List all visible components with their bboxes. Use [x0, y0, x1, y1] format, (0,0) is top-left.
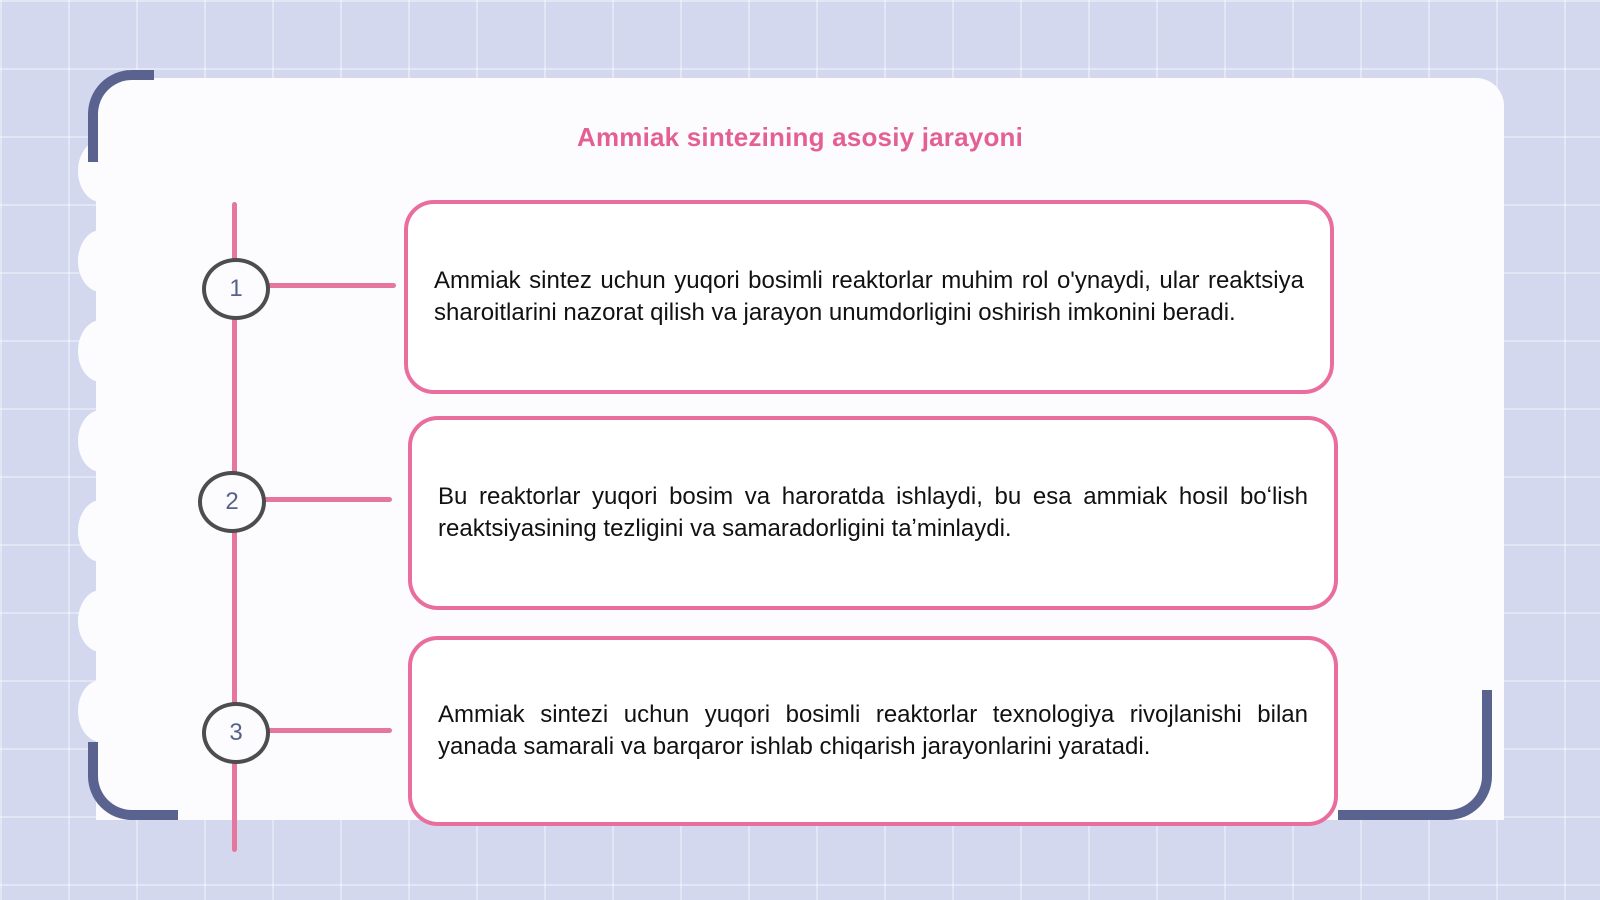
step-connector: [264, 283, 396, 288]
paper-scallop: [78, 500, 124, 562]
corner-bracket-bottom-left: [88, 742, 178, 820]
corner-bracket-bottom-right: [1338, 690, 1492, 820]
step-text: Bu reaktorlar yuqori bosim va haroratda ishlaydi, bu esa ammiak hosil boʻlish reaktsiyasining tezligini va samaradorligini taʼminlaydi.: [438, 483, 1308, 542]
step-number: 1: [229, 275, 243, 302]
step-card: [408, 416, 1338, 610]
paper-scallop: [78, 590, 124, 652]
step-connector: [264, 728, 392, 733]
step-number-circle: [202, 702, 270, 764]
paper-scallop: [78, 320, 124, 382]
step-number: 2: [225, 488, 239, 515]
step-number-circle: [198, 471, 266, 533]
paper-scallop: [78, 410, 124, 472]
step-number: 3: [229, 719, 243, 746]
step-text: Ammiak sintezi uchun yuqori bosimli reaktorlar texnologiya rivojlanishi bilan yanada samarali va barqaror ishlab chiqarish jarayonlarini yaratadi.: [438, 701, 1308, 760]
step-connector: [260, 497, 392, 502]
step-number-circle: [202, 258, 270, 320]
step-text: Ammiak sintez uchun yuqori bosimli reaktorlar muhim rol o'ynaydi, ular reaktsiya sharoitlarini nazorat qilish va jarayon unumdorligini oshirish imkonini beradi.: [434, 267, 1304, 326]
paper-scallop: [78, 680, 124, 742]
paper-scallop: [78, 230, 124, 292]
slide-title: Ammiak sintezining asosiy jarayoni: [576, 122, 1024, 152]
step-card: [404, 200, 1334, 394]
step-card: [408, 636, 1338, 826]
